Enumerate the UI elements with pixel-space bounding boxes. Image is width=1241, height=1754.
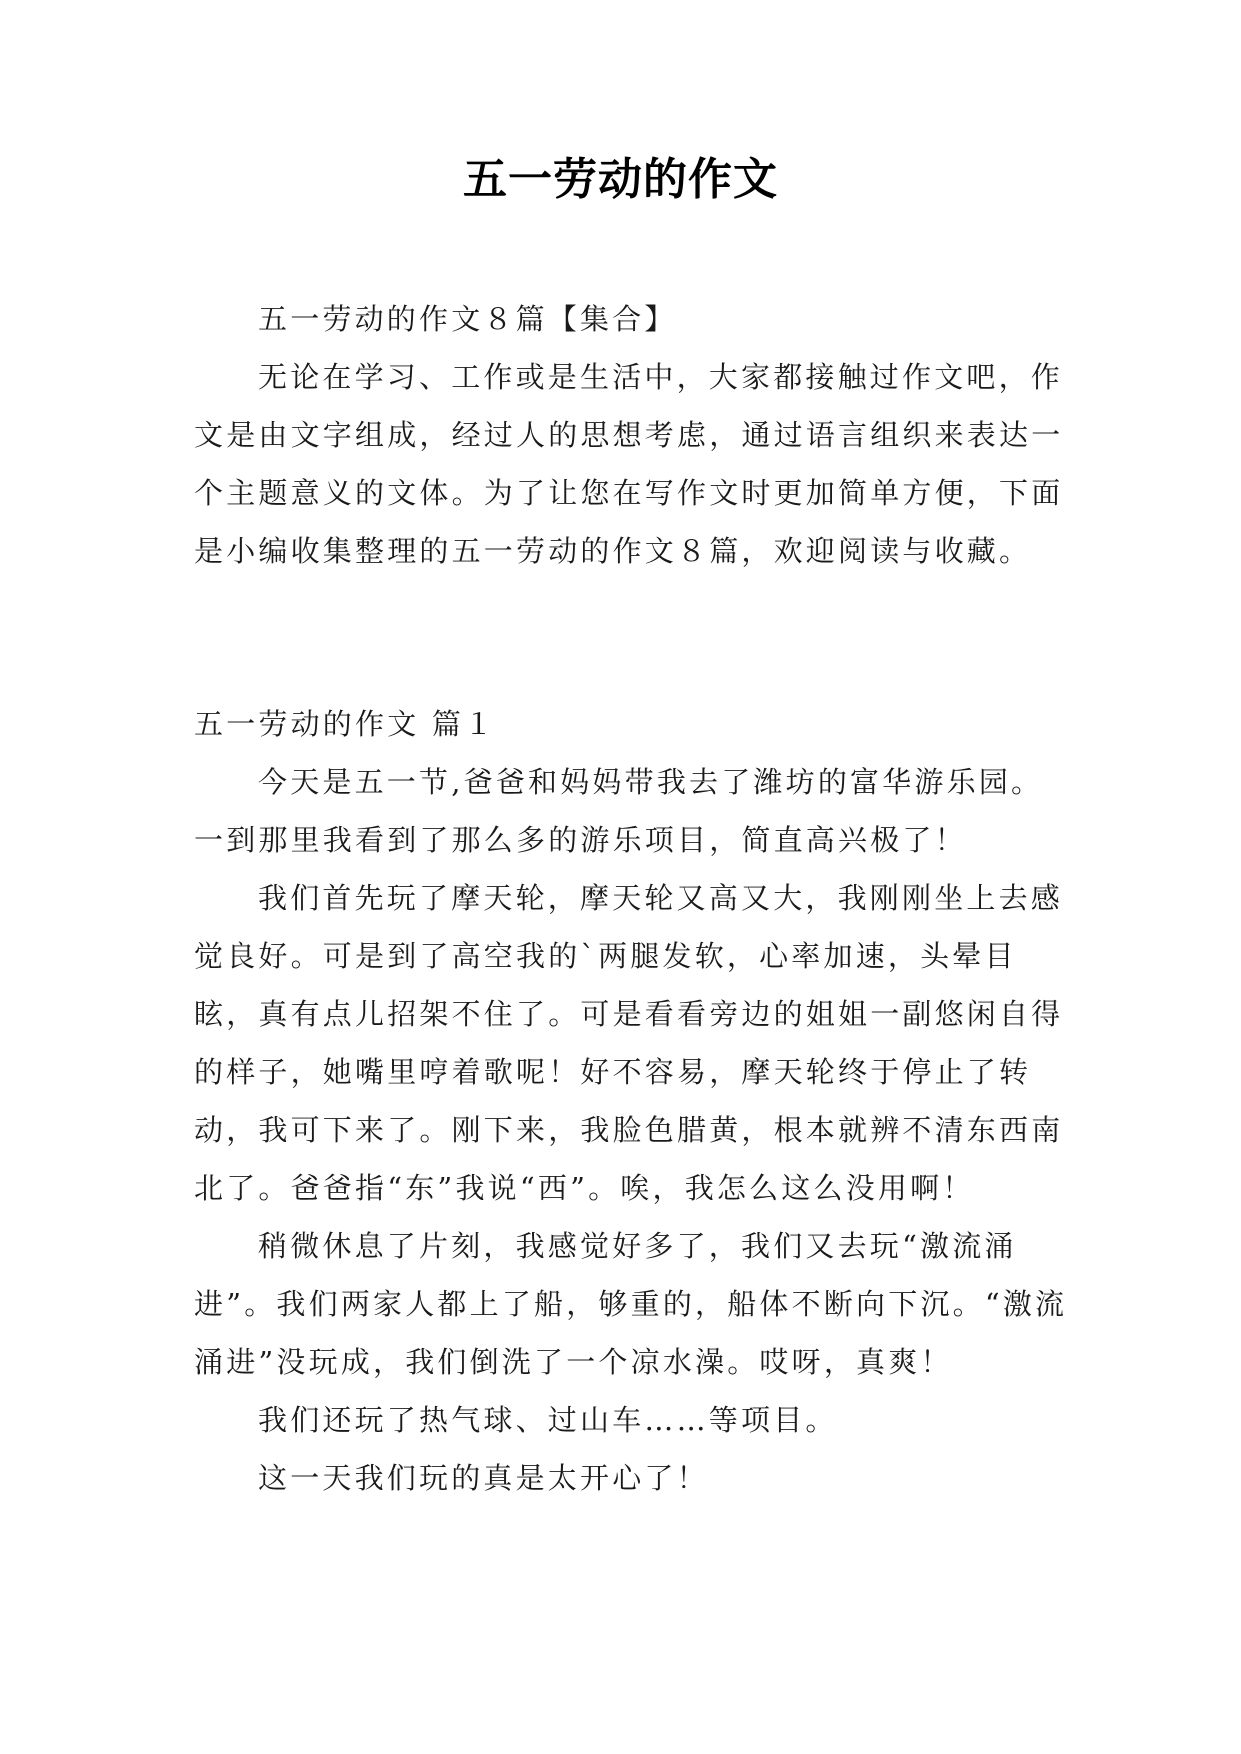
body-paragraph: 这一天我们玩的真是太开心了！ (258, 1461, 709, 1495)
body-paragraph: 稍微休息了片刻，我感觉好多了，我们又去玩“激流涌进”。我们两家人都上了船，够重的，船体不断向下沉。“激流涌进”没玩成，我们倒洗了一个凉水澡。哎呀，真爽！ (194, 1229, 1068, 1379)
body-paragraph: 我们还玩了热气球、过山车……等项目。 (258, 1403, 838, 1437)
body-paragraph: 今天是五一节,爸爸和妈妈带我去了潍坊的富华游乐园。一到那里我看到了那么多的游乐项目，简直高兴极了！ (194, 765, 1044, 857)
document-title: 五一劳动的作文 (463, 154, 778, 205)
section-heading: 五一劳动的作文 篇１ (194, 707, 497, 741)
section-one (194, 695, 1074, 1507)
intro-block (194, 290, 1074, 580)
document-subtitle: 五一劳动的作文８篇【集合】 (258, 302, 677, 336)
body-paragraph: 我们首先玩了摩天轮，摩天轮又高又大，我刚刚坐上去感觉良好。可是到了高空我的`两腿发软，心率加速，头晕目眩，真有点儿招架不住了。可是看看旁边的姐姐一副悠闲自得的样子，她嘴里哼着歌呢！好不容易，摩天轮终于停止了转动，我可下来了。刚下来，我脸色腊黄，根本就辨不清东西南北了。爸爸指“东”我说“西”。唉，我怎么这么没用啊！ (194, 881, 1064, 1205)
intro-paragraph: 无论在学习、工作或是生活中，大家都接触过作文吧，作文是由文字组成，经过人的思想考虑，通过语言组织来表达一个主题意义的文体。为了让您在写作文时更加简单方便，下面是小编收集整理的五一劳动的作文８篇，欢迎阅读与收藏。 (194, 360, 1064, 568)
